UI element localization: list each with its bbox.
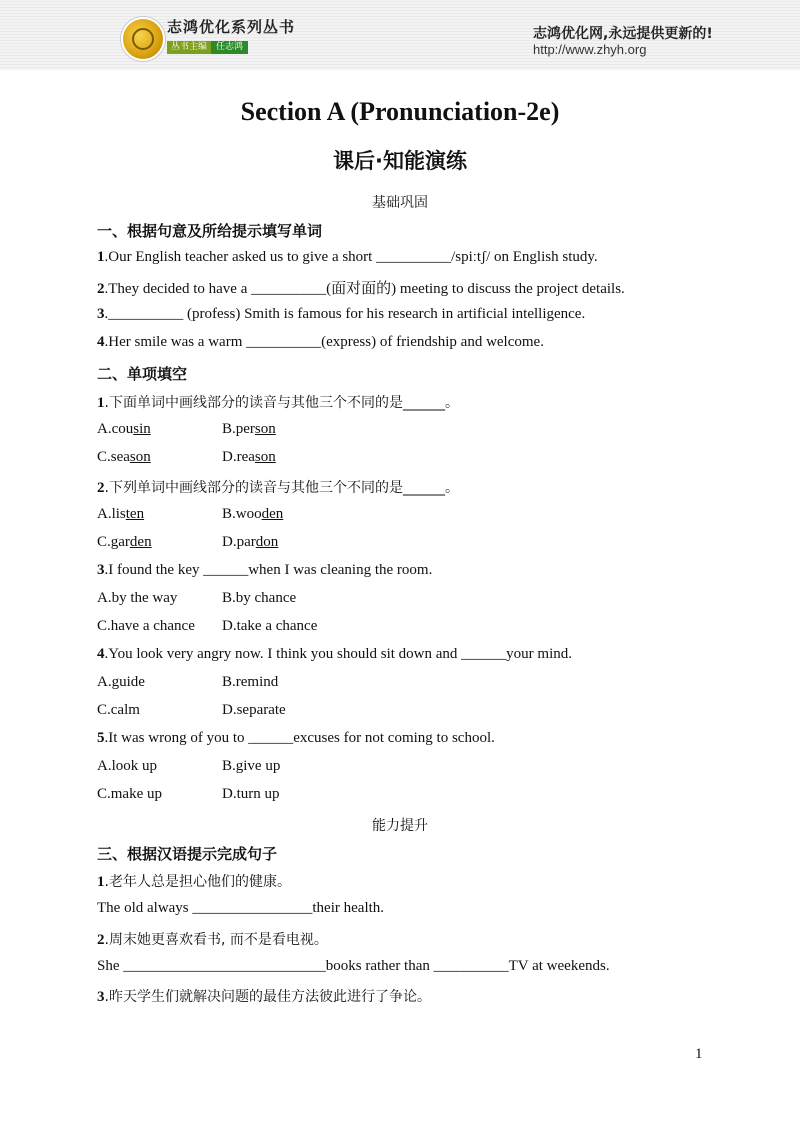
s3-question-1-cn: 1.老年人总是担心他们的健康。 [97,874,291,890]
s2-question-3: 3.I found the key ______when I was cleaning the room. [97,562,433,578]
s2-q3-option-b: B.by chance [222,590,297,606]
s2-q5-option-b: B.give up [222,758,281,774]
s3-question-3-cn: 3.昨天学生们就解决问题的最佳方法彼此进行了争论。 [97,989,431,1005]
s2-question-4: 4.You look very angry now. I think you should sit down and ______your mind. [97,646,572,662]
s2-q3-option-a: A.by the way [97,590,178,606]
page-number: 1 [695,1046,703,1062]
s2-q2-option-d: D.pardon [222,534,279,550]
s2-question-1: 1.下面单词中画线部分的读音与其他三个不同的是______。 [97,395,459,411]
s2-q1-option-d: D.reason [222,449,276,465]
editor-name-badge: 任志鸿 [211,41,248,54]
s2-q5-option-a: A.look up [97,758,157,774]
s2-q1-option-a: A.cousin [97,421,151,437]
series-title: 志鸿优化系列丛书 [167,18,296,36]
s2-q4-option-c: C.calm [97,702,140,718]
s2-question-5: 5.It was wrong of you to ______excuses for not coming to school. [97,730,495,746]
s2-q2-option-a: A.listen [97,506,145,522]
s2-q5-option-d: D.turn up [222,786,280,802]
s1-item-2: 2.They decided to have a __________(面对面的) meeting to discuss the project details. [97,281,625,297]
part-advanced-heading: 能力提升 [372,818,428,834]
s2-q4-option-d: D.separate [222,702,286,718]
editor-badge: 丛书主编 [167,41,211,54]
s2-q2-option-c: C.garden [97,534,152,550]
s2-q4-option-a: A.guide [97,674,145,690]
header-url: http://www.zhyh.org [533,42,647,57]
page-header [0,0,800,70]
s2-q1-option-b: B.person [222,421,276,437]
s2-q2-option-b: B.wooden [222,506,284,522]
s1-item-4: 4.Her smile was a warm __________(express) of friendship and welcome. [97,334,544,350]
s2-q3-option-c: C.have a chance [97,618,195,634]
s3-question-2-en: She ___________________________books rather than __________TV at weekends. [97,958,610,974]
s1-item-1: 1.Our English teacher asked us to give a short __________/spiːtʃ/ on English study. [97,249,598,265]
s1-item-3: 3.__________ (profess) Smith is famous for his research in artificial intelligence. [97,306,586,322]
section3-heading: 三、根据汉语提示完成句子 [97,845,278,863]
page-subtitle: 课后·知能演练 [333,149,467,173]
s2-q4-option-b: B.remind [222,674,279,690]
page-title: Section A (Pronunciation-2e) [240,97,560,126]
s3-question-2-cn: 2.周末她更喜欢看书, 而不是看电视。 [97,932,328,948]
part-basic-heading: 基础巩固 [372,195,428,211]
s2-q3-option-d: D.take a chance [222,618,318,634]
s2-q1-option-c: C.season [97,449,151,465]
s3-question-1-en: The old always ________________their health. [97,900,385,916]
s2-q5-option-c: C.make up [97,786,162,802]
publisher-logo-icon [121,17,165,61]
header-slogan: 志鸿优化网,永远提供更新的! [533,26,713,42]
s2-question-2: 2.下列单词中画线部分的读音与其他三个不同的是______。 [97,480,459,496]
section2-heading: 二、单项填空 [97,365,188,383]
section1-heading: 一、根据句意及所给提示填写单词 [97,222,323,240]
